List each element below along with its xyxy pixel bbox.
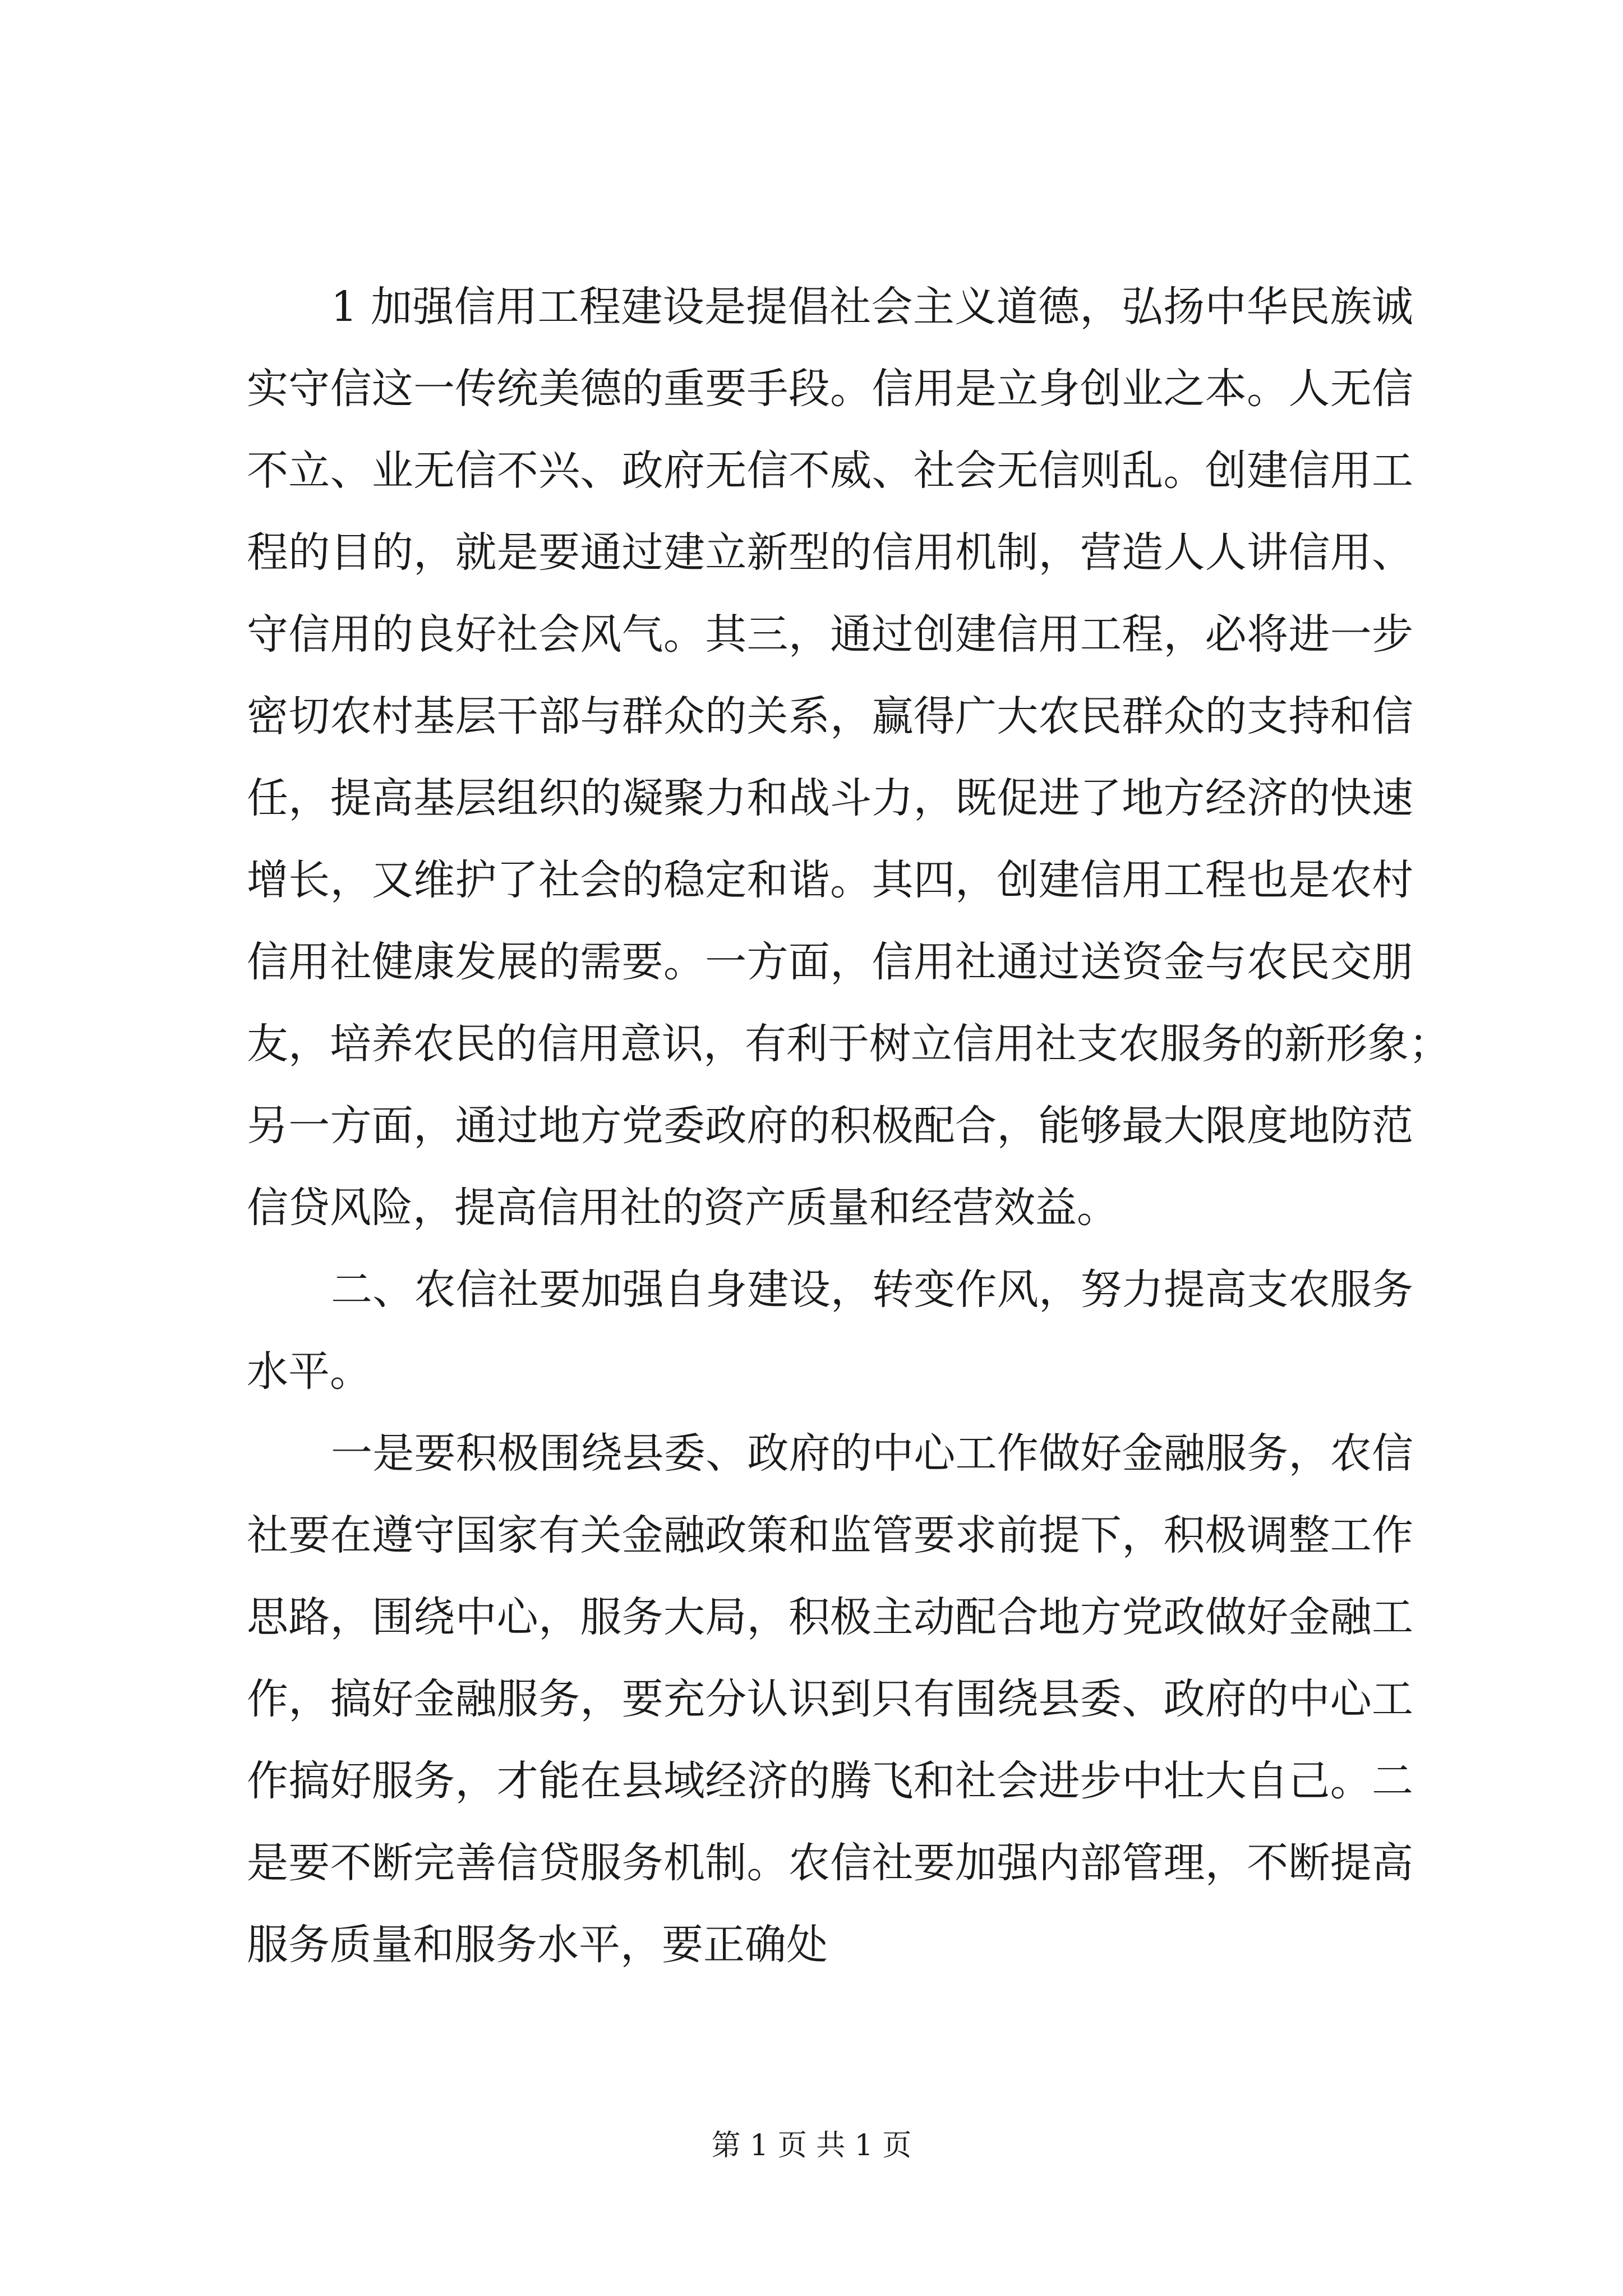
paragraph-line: 一是要积极围绕县委、政府的中心工作做好金融服务，农信 [331,1429,1413,1478]
paragraph-line: 社要在遵守国家有关金融政策和监管要求前提下，积极调整工作 [247,1511,1413,1559]
paragraph-line: 实守信这一传统美德的重要手段。信用是立身创业之本。人无信 [247,365,1413,413]
page-footer: 第 1 页 共 1 页 [711,2129,912,2162]
paragraph-line: 二、农信社要加强自身建设，转变作风，努力提高支农服务 [331,1266,1413,1314]
paragraph-line: 不立、业无信不兴、政府无信不威、社会无信则乱。创建信用工 [247,447,1413,495]
paragraph-line: 信贷风险，提高信用社的资产质量和经营效益。 [247,1184,1118,1232]
paragraph-line: 是要不断完善信贷服务机制。农信社要加强内部管理，不断提高 [247,1839,1413,1887]
paragraph-line: 水平。 [247,1347,371,1396]
paragraph-line: 友，培养农民的信用意识，有利于树立信用社支农服务的新形象； [247,1020,1450,1068]
paragraph-line: 程的目的，就是要通过建立新型的信用机制，营造人人讲信用、 [247,528,1413,577]
paragraph-line: 另一方面，通过地方党委政府的积极配合，能够最大限度地防范 [247,1102,1413,1150]
paragraph-line: 守信用的良好社会风气。其三，通过创建信用工程，必将进一步 [247,610,1413,659]
paragraph-line: 思路，围绕中心，服务大局，积极主动配合地方党政做好金融工 [247,1593,1413,1641]
paragraph-line: 密切农村基层干部与群众的关系，赢得广大农民群众的支持和信 [247,692,1413,740]
paragraph-line: 服务质量和服务水平，要正确处 [247,1921,828,1969]
paragraph-line: 作搞好服务，才能在县域经济的腾飞和社会进步中壮大自己。二 [247,1757,1413,1805]
paragraph-line: 任，提高基层组织的凝聚力和战斗力，既促进了地方经济的快速 [247,774,1413,822]
paragraph-line: 信用社健康发展的需要。一方面，信用社通过送资金与农民交朋 [247,938,1413,986]
paragraph-line: 作，搞好金融服务，要充分认识到只有围绕县委、政府的中心工 [247,1675,1413,1723]
paragraph-line: 1 加强信用工程建设是提倡社会主义道德，弘扬中华民族诚 [331,283,1413,331]
document-body [247,266,1450,1986]
paragraph-line: 增长，又维护了社会的稳定和谐。其四，创建信用工程也是农村 [247,856,1413,904]
